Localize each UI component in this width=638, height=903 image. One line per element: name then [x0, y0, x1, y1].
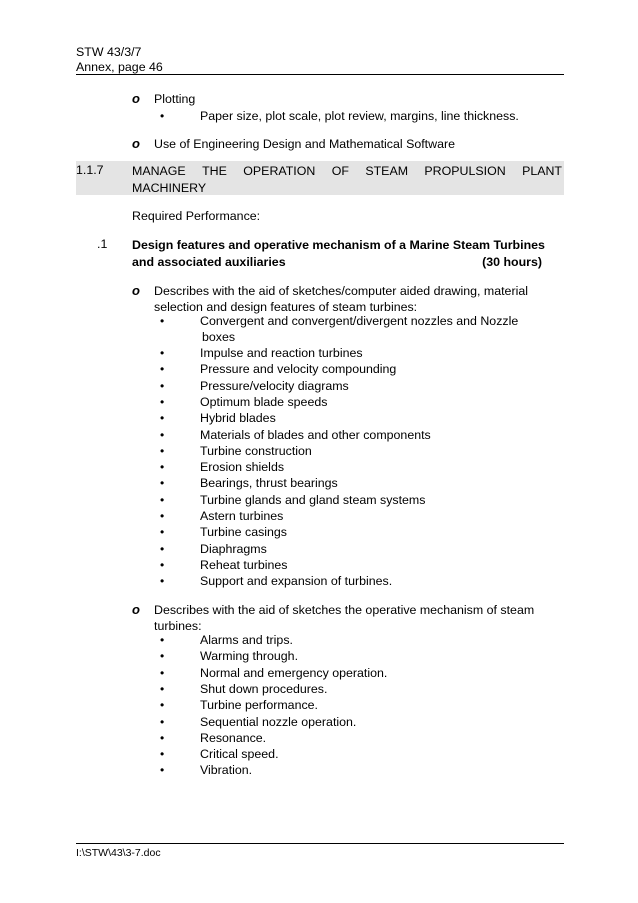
list-item-text: Reheat turbines	[200, 557, 288, 572]
list-item-text: Turbine glands and gland steam systems	[200, 492, 426, 507]
page-header	[76, 45, 163, 75]
list-item-text: Paper size, plot scale, plot review, margins, line thickness.	[200, 109, 519, 123]
subsection-title	[132, 237, 562, 271]
intro-line: Describes with the aid of sketches the operative mechanism of steam	[154, 603, 535, 617]
list-item-text: Resonance.	[200, 730, 267, 745]
title-word: PROPULSION	[424, 164, 506, 178]
bullet-icon: •	[160, 346, 165, 360]
list-item-text: Optimum blade speeds	[200, 394, 328, 409]
intro-line: selection and design features of steam turbines:	[154, 300, 418, 315]
subsection-title-line2	[132, 254, 542, 271]
list-item-text: Support and expansion of turbines.	[200, 574, 393, 589]
bullet-icon: •	[160, 730, 165, 745]
section-title	[132, 163, 562, 196]
title-word: OF	[331, 164, 349, 178]
bullet-icon: •	[160, 314, 165, 328]
list-item-text: Astern turbines	[200, 509, 284, 523]
bullet-icon: •	[160, 525, 165, 540]
bullet-icon: •	[160, 714, 165, 729]
title-word: OPERATION	[243, 164, 316, 178]
bullet-icon: •	[160, 476, 165, 491]
bullet-icon: •	[160, 574, 165, 589]
subsection-number: .1	[97, 237, 108, 251]
list-item-label: Plotting	[154, 92, 196, 106]
list-item-label: Use of Engineering Design and Mathematical Software	[154, 137, 455, 151]
list-item-text: Turbine casings	[200, 525, 288, 540]
list-item-text: Hybrid blades	[200, 411, 276, 426]
bullet-icon: •	[160, 649, 165, 664]
subsection-title-text: and associated auxiliaries	[132, 255, 286, 269]
list-item-text: Impulse and reaction turbines	[200, 346, 363, 360]
section-title-line2: MACHINERY	[132, 180, 207, 195]
bullet-icon: •	[160, 665, 165, 680]
section-number: 1.1.7	[76, 163, 104, 177]
bullet-icon: •	[160, 509, 165, 523]
list-item-text: boxes	[202, 330, 236, 344]
title-word: PLANT	[522, 164, 562, 178]
title-word: MANAGE	[132, 164, 186, 178]
footer-divider	[76, 843, 564, 844]
subsection-hours: (30 hours)	[482, 255, 542, 269]
list-item-text: Pressure and velocity compounding	[200, 362, 397, 377]
bullet-icon: •	[160, 557, 165, 572]
footer-file-path: I:\STW\43\3-7.doc	[76, 847, 161, 859]
list-item-label	[154, 283, 528, 316]
bullet-icon: •	[160, 362, 165, 377]
section-title-line1	[132, 163, 562, 180]
bullet-icon: •	[160, 633, 165, 647]
o-bullet-icon: o	[132, 602, 140, 617]
list-item-text: Warming through.	[200, 649, 299, 664]
header-reference: STW 43/3/7	[76, 45, 142, 59]
list-item-text: Turbine construction	[200, 443, 312, 458]
title-word: STEAM	[365, 164, 409, 178]
intro-line: turbines:	[154, 619, 202, 634]
list-item-text: Sequential nozzle operation.	[200, 714, 357, 729]
list-item-text: Erosion shields	[200, 460, 285, 475]
header-divider	[76, 74, 564, 75]
title-word: THE	[202, 164, 227, 178]
list-item-text: Convergent and convergent/divergent nozzles and Nozzle	[200, 314, 519, 328]
list-item-text: Normal and emergency operation.	[200, 665, 388, 680]
bullet-icon: •	[160, 698, 165, 713]
required-performance-label: Required Performance:	[132, 209, 261, 223]
bullet-icon: •	[160, 109, 165, 123]
bullet-icon: •	[160, 763, 165, 778]
list-item-text: Vibration.	[200, 763, 253, 778]
o-bullet-icon: o	[132, 283, 140, 298]
bullet-icon: •	[160, 747, 165, 762]
bullet-icon: •	[160, 681, 165, 696]
bullet-icon: •	[160, 460, 165, 475]
bullet-icon: •	[160, 394, 165, 409]
list-item-text: Turbine performance.	[200, 698, 318, 713]
o-bullet-icon: o	[132, 136, 140, 151]
bullet-icon: •	[160, 378, 165, 393]
list-item-text: Materials of blades and other components	[200, 427, 431, 442]
list-item-text: Critical speed.	[200, 747, 279, 762]
bullet-icon: •	[160, 492, 165, 507]
intro-line: Describes with the aid of sketches/computer aided drawing, material	[154, 284, 528, 298]
list-item-text: Shut down procedures.	[200, 681, 328, 696]
bullet-icon: •	[160, 427, 165, 442]
header-page-label: Annex, page 46	[76, 60, 163, 74]
list-item-text: Pressure/velocity diagrams	[200, 378, 349, 393]
subsection-title-line1: Design features and operative mechanism of a Marine Steam Turbines	[132, 238, 545, 252]
bullet-icon: •	[160, 541, 165, 556]
list-item-text: Diaphragms	[200, 541, 267, 556]
list-item-text: Bearings, thrust bearings	[200, 476, 338, 491]
bullet-icon: •	[160, 411, 165, 426]
o-bullet-icon: o	[132, 91, 140, 106]
list-item-text: Alarms and trips.	[200, 633, 293, 647]
list-item-label	[154, 602, 534, 635]
bullet-icon: •	[160, 443, 165, 458]
